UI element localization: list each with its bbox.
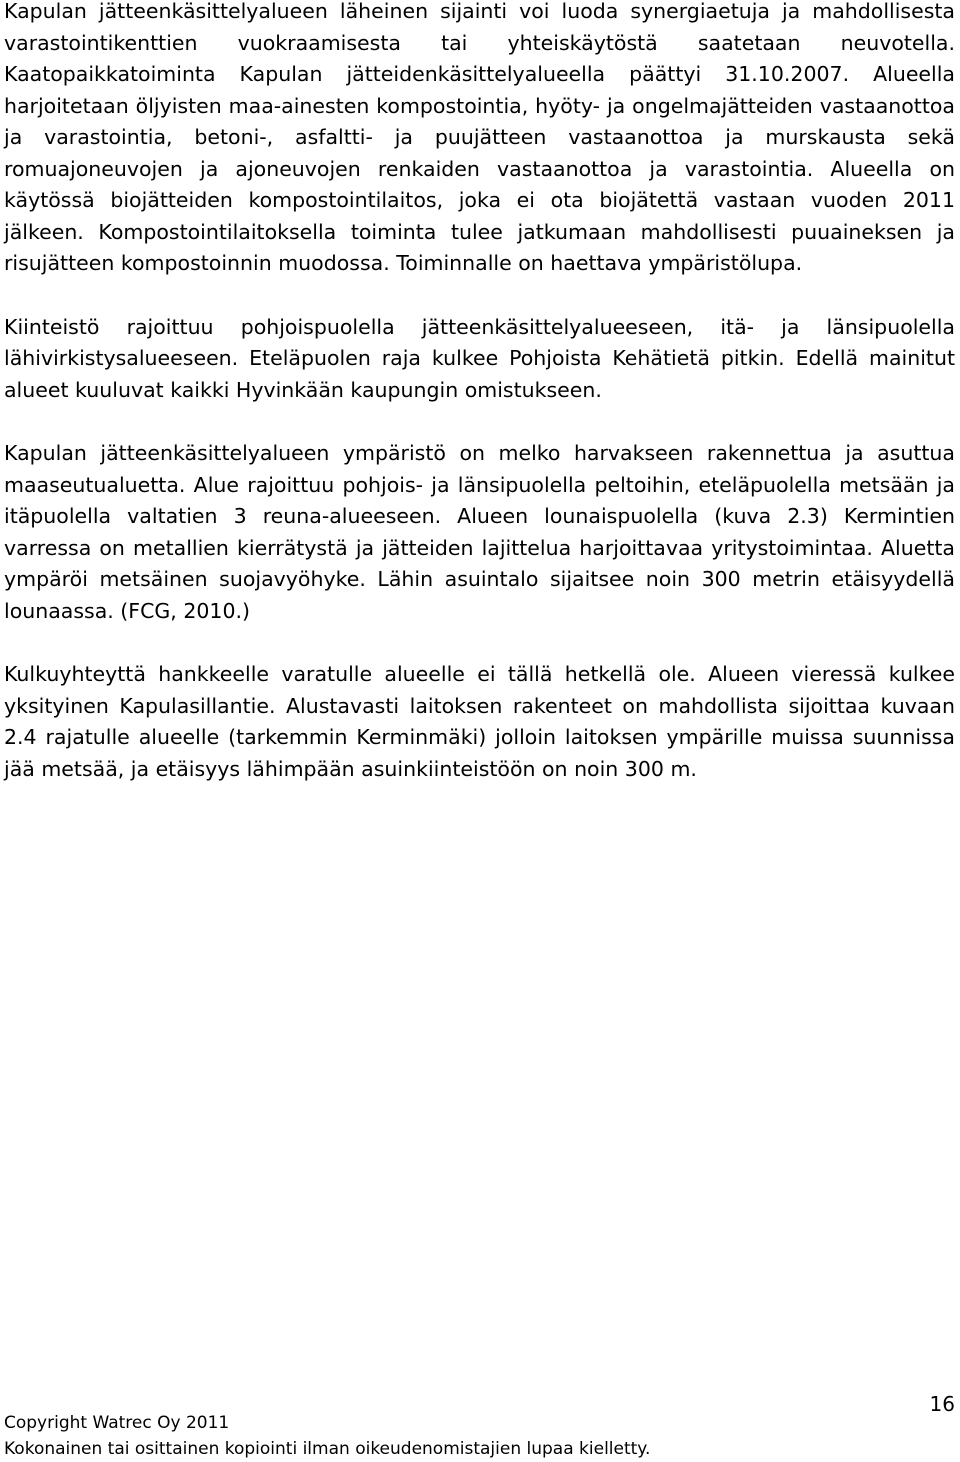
footer-copyright: Copyright Watrec Oy 2011 (4, 1413, 230, 1433)
paragraph-surroundings: Kapulan jätteenkäsittelyalueen ympäristö on melko harvakseen rakennettua ja asuttua maaseutualuetta. Alue rajoittuu pohjois- ja länsipuolella peltoihin, eteläpuolella metsään ja itäpuolella valtatien 3 reuna-alueeseen. Alueen lounaispuolella (kuva 2.3) Kermintien varressa on metallien kierrätystä ja jätteiden lajittelua harjoittavaa yritystoimintaa. Aluetta ympäröi metsäinen suojavyöhyke. Lähin asuintalo sijaitsee noin 300 metrin etäisyydellä lounaassa. (FCG, 2010.) (4, 441, 955, 623)
page-number: 16 (929, 1392, 955, 1416)
paragraph-access-road: Kulkuyhteyttä hankkeelle varatulle alueelle ei tällä hetkellä ole. Alueen vieressä kulkee yksityinen Kapulasillantie. Alustavasti laitoksen rakenteet on mahdollista sijoittaa kuvaan 2.4 rajatulle alueelle (tarkemmin Kerminmäki) jolloin laitoksen ympärille muissa suunnissa jää metsää, ja etäisyys lähimpään asuinkiinteistöön on noin 300 m. (4, 662, 955, 781)
paragraph-property-boundaries: Kiinteistö rajoittuu pohjoispuolella jätteenkäsittelyalueeseen, itä- ja länsipuolella lähivirkistysalueeseen. Eteläpuolen raja kulkee Pohjoista Kehätietä pitkin. Edellä mainitut alueet kuuluvat kaikki Hyvinkään kaupungin omistukseen. (4, 314, 955, 402)
paragraph-site-operations: Kapulan jätteenkäsittelyalueen läheinen sijainti voi luoda synergiaetuja ja mahdollisesta varastointikenttien vuokraamisesta tai yhteiskäytöstä saatetaan neuvotella. Kaatopaikkatoiminta Kapulan jätteidenkäsittelyalueella päättyi 31.10.2007. Alueella harjoitetaan öljyisten maa-ainesten kompostointia, hyöty- ja ongelmajätteiden vastaanottoa ja varastointia, betoni-, asfaltti- ja puujätteen vastaanottoa ja murskausta sekä romuajoneuvojen ja ajoneuvojen renkaiden vastaanottoa ja varastointia. Alueella on käytössä biojätteiden kompostointilaitos, joka ei ota biojätettä vastaan vuoden 2011 jälkeen. Kompostointilaitoksella toiminta tulee jatkumaan mahdollisesti puuaineksen ja risujätteen kompostoinnin muodossa. Toiminnalle on haettava ympäristölupa. (4, 0, 955, 275)
page-footer (4, 1410, 956, 1462)
footer-notice: Kokonainen tai osittainen kopiointi ilman oikeudenomistajien lupaa kielletty. (4, 1439, 651, 1459)
body-text (4, 0, 955, 817)
